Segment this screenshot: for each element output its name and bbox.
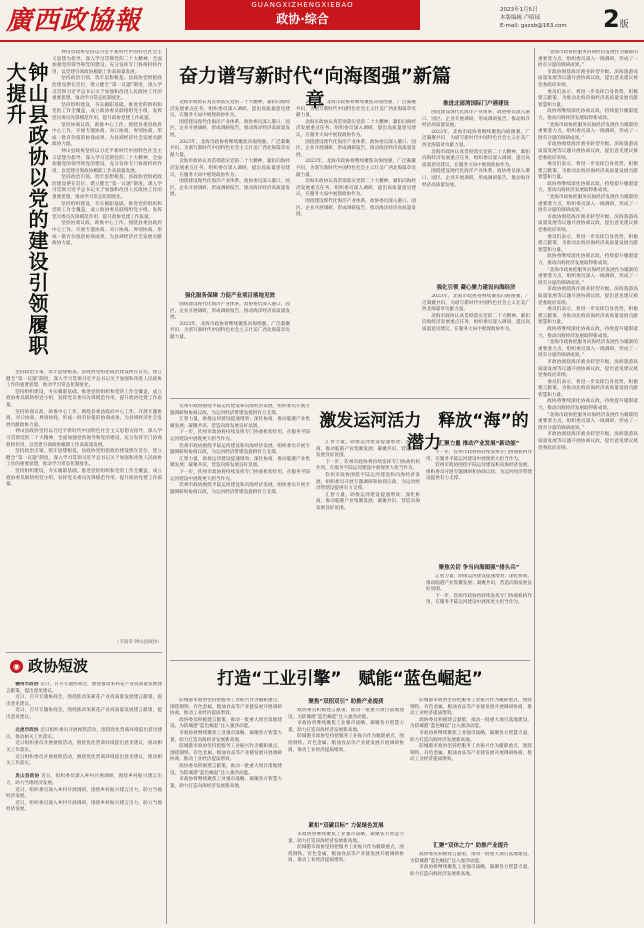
short-news-item-text: 近日，组织委员深入乡村开展调研，围绕乡村振兴建言出力，助力当地经济发展。 bbox=[6, 774, 162, 786]
left-paragraph: 坚持组织建设，夯实履职基础。推进党的组织和党的工作全覆盖，成立政协委员联络组党小组，发挥党员委员先锋模范作用，提升政协党建工作质量。 bbox=[6, 468, 162, 488]
short-news-item-title: 灵山县政协 bbox=[15, 774, 40, 780]
column-divider-left bbox=[166, 48, 167, 924]
short-news-item-text: 近日组织委员开展视察活动，围绕优化营商环境提出意见建议，推动相关工作落实。 bbox=[6, 754, 162, 767]
short-news-header bbox=[6, 656, 162, 678]
article2-paragraph: 汇智力量，助推运河建设提速增效；深化协商，推动临港产业集聚发展；凝聚共识，营造向海发展良好氛围。 bbox=[316, 492, 420, 511]
right-paragraph: 政协将继续深化协商议政，持续提升履职能力，推动向海经济发展取得新成效。 bbox=[538, 181, 638, 194]
article1-subhead: 推进北部湾国际门户港建设 bbox=[442, 101, 509, 107]
short-news-item-text: 近日组织委员开展视察活动，围绕优化营商环境提出意见建议，推动相关工作落实。 bbox=[6, 741, 162, 753]
left-paragraph: 坚持政治引领，筑牢思想根基。县政协党组把政治建设摆在首位，建立健全“第一议题”制度，深入学习贯彻习近平总书记关于加强和改进人民政协工作的重要思想，推动学习常态化制度化。 bbox=[6, 449, 162, 468]
article1-paragraph: 围绕建设现代化海洋产业体系，政协委员深入港口、园区、企业开展调研，形成调研报告，推动海洋经济高质量发展。 bbox=[296, 139, 416, 158]
article1-subhead: 强化服务保障 力促产业项目落地见效 bbox=[185, 293, 275, 299]
article1-paragraph: 2023年，北海市政协将继续聚焦向海图强，广泛凝聚共识，为谱写新时代中国特色社会主义壮美广西北海篇章贡献力量。 bbox=[296, 100, 416, 119]
left-paragraph: 坚持组织建设，夯实履职基础。推进党的组织和党的工作全覆盖，成立政协委员联络组党小组，发挥党员委员先锋模范作用，提升政协党建工作质量。 bbox=[52, 201, 162, 220]
left-paragraph: 钟山县政协坚持以习近平新时代中国特色社会主义思想为指导，深入学习贯彻党的二十大精神，全面加强党的领导和党的建设，充分发挥专门协商机构作用，以党建引领政协履职工作高质量发展。 bbox=[6, 429, 162, 448]
article3-body-col2 bbox=[288, 708, 404, 818]
article1-paragraph: 2023年，北海市政协将继续聚焦向海图强，广泛凝聚共识，为谱写新时代中国特色社会主义壮美广西北海篇章贡献力量。 bbox=[422, 129, 530, 148]
page-number-value: 2 bbox=[603, 5, 620, 33]
short-news-item bbox=[6, 755, 162, 768]
right-paragraph: “北海市政协把服务向海经济发展作为履职的重要着力点，组织委员深入一线调研，形成了一批有分量的调研成果。” bbox=[538, 195, 638, 214]
article2-paragraph: 钦州市政协围绕平陆运河建设和向海经济发展，组织委员开展专题调研和协商议政，为运河经济带建设提供有力支撑。 bbox=[170, 483, 310, 495]
article3-subhead: 汇聚“双休之力” 助推产业提升 bbox=[433, 843, 509, 849]
article3-paragraph: 政协委员积极建言献策，推动一批重大项目落地建设，为防城港“蓝色崛起”注入强劲动能。 bbox=[410, 717, 532, 730]
section-banner bbox=[185, 0, 420, 30]
article3-paragraph: 防城港市政协坚持把服务工业振兴作为履职重点，围绕钢铁、有色金属、粮油食品等产业链发展开展调研协商，推动工业经济提质增效。 bbox=[410, 744, 532, 763]
short-news-title: 政协短波 bbox=[28, 657, 89, 675]
left-article-body-lower bbox=[6, 370, 162, 640]
short-news-item bbox=[6, 728, 162, 741]
short-news-item-title: 北流市政协 bbox=[15, 728, 39, 734]
article2-paragraph: 钦州市政协围绕平陆运河建设和向海经济发展，组织委员开展专题调研和协商议政，为运河经济带建设提供有力支撑。 bbox=[170, 404, 310, 416]
article3-headline: 打造“工业引擎” 赋能“蓝色崛起” bbox=[217, 669, 483, 689]
right-paragraph: 委员们表示，将进一步发挥自身优势，积极建言献策，为推动北海向海经济高质量发展贡献智慧和力量。 bbox=[538, 307, 638, 326]
right-column-body bbox=[538, 50, 638, 924]
article1-paragraph: 北海市政协认真贯彻落实党的二十大精神，紧扣向海经济发展重点任务，组织委员深入调研，提出高质量意见建议，在服务大局中展现政协作为。 bbox=[422, 313, 530, 332]
article-divider-2 bbox=[170, 660, 530, 661]
short-news-item bbox=[6, 801, 162, 814]
article2-paragraph: 钦州市政协围绕平陆运河建设和向海经济发展，组织委员开展专题调研和协商议政，为运河经济带建设提供有力支撑。 bbox=[170, 443, 310, 456]
article2-paragraph: 下一步，钦州市政协将持续发挥专门协商机构作用，在服务平陆运河建设中展现更大担当作为。 bbox=[170, 430, 310, 442]
short-news-item-text: 近日，组织委员深入乡村开展调研，围绕乡村振兴建言出力，助力当地经济发展。 bbox=[6, 800, 162, 813]
article3-body-col3 bbox=[410, 698, 532, 838]
article1-paragraph: 2023年，北海市政协将继续聚焦向海图强，广泛凝聚共识，为谱写新时代中国特色社会主义壮美广西北海篇章贡献力量。 bbox=[170, 139, 290, 158]
short-news-divider bbox=[6, 652, 162, 653]
article1-paragraph: 2023年，北海市政协将继续聚焦向海图强，广泛凝聚共识，为谱写新时代中国特色社会主义壮美广西北海篇章贡献力量。 bbox=[422, 294, 530, 313]
article2-paragraph: 下一步，钦州市政协将持续发挥专门协商机构作用，在服务平陆运河建设中展现更大担当作为。 bbox=[170, 469, 310, 482]
article2-body-col3b bbox=[426, 574, 532, 654]
article3-subhead: 聚焦“双招双引” 助推产业提质 bbox=[308, 699, 384, 705]
article3-paragraph: 市政协将继续聚焦工业强市战略，凝聚各方智慧力量，助力打造向海经济发展新高地。 bbox=[410, 865, 532, 877]
short-news-item-text: 近日组织委员开展视察活动，围绕优化营商环境提出意见建议，推动相关工作落实。 bbox=[6, 728, 162, 740]
right-paragraph: 市政协围绕海洋渔业转型升级、滨海旅游高质量发展等议题开展协商议政，提出意见建议被党委政府采纳。 bbox=[538, 432, 638, 451]
left-paragraph: 坚持协商议政，助推中心工作。围绕县委县政府中心工作，开展专题协商、对口协商、界别协商，形成一批有价值的协商成果，为县域经济社会发展贡献政协力量。 bbox=[6, 409, 162, 428]
meta-email: E-mail: gxzxb@163.com bbox=[500, 23, 567, 29]
left-paragraph: 钟山县政协坚持以习近平新时代中国特色社会主义思想为指导，深入学习贯彻党的二十大精神，全面加强党的领导和党的建设，充分发挥专门协商机构作用，以党建引领政协履职工作高质量发展。 bbox=[52, 148, 162, 174]
short-news-item-text: 近日，召开专题协商会，围绕推动茉莉花产业高质量发展建言献策，提出意见建议。 bbox=[6, 708, 162, 720]
meta-date: 2023年1月5日 bbox=[500, 7, 538, 13]
article1-subhead: 强化引领 凝心聚力建设向海经济 bbox=[436, 285, 516, 291]
meta-editor: 本版编辑 卢昭瑶 bbox=[500, 15, 541, 21]
article2-body-col3 bbox=[426, 450, 532, 560]
article2-paragraph: 汇智力量，助推运河建设提速增效；深化协商，推动临港产业集聚发展；凝聚共识，营造向海发展良好氛围。 bbox=[426, 574, 532, 593]
short-news-item bbox=[6, 788, 162, 801]
right-paragraph: 委员们表示，将进一步发挥自身优势，积极建言献策，为推动北海向海经济高质量发展贡献智慧和力量。 bbox=[538, 234, 638, 253]
article2-subhead: 聚焦关切 争当向海图强“排头兵” bbox=[438, 565, 520, 571]
article1-paragraph: 围绕建设现代化海洋产业体系，政协委员深入港口、园区、企业开展调研，形成调研报告，推动海洋经济高质量发展。 bbox=[170, 179, 290, 198]
article1-paragraph: 北海市政协认真贯彻落实党的二十大精神，紧扣向海经济发展重点任务，组织委员深入调研，提出高质量意见建议，在服务大局中展现政协作为。 bbox=[170, 159, 290, 178]
short-news-item-text: 近日，组织委员深入乡村开展调研，围绕乡村振兴建言出力，助力当地经济发展。 bbox=[6, 787, 162, 800]
article3-paragraph: 市政协将继续聚焦工业强市战略，凝聚各方智慧力量，助力打造向海经济发展新高地。 bbox=[410, 730, 532, 743]
left-paragraph: 钟山县政协坚持以习近平新时代中国特色社会主义思想为指导，深入学习贯彻党的二十大精神，全面加强党的领导和党的建设，充分发挥专门协商机构作用，以党建引领政协履职工作高质量发展。 bbox=[52, 50, 162, 75]
right-paragraph: “北海市政协把服务向海经济发展作为履职的重要着力点，组织委员深入一线调研，形成了一批有分量的调研成果。” bbox=[538, 340, 638, 359]
article3-paragraph: 市政协将继续聚焦工业强市战略，凝聚各方智慧力量，助力打造向海经济发展新高地。 bbox=[170, 730, 282, 743]
section-title: 政协·综合 bbox=[276, 12, 329, 26]
short-news-item bbox=[6, 695, 162, 708]
article1-paragraph: 2023年，北海市政协将继续聚焦向海图强，广泛凝聚共识，为谱写新时代中国特色社会主义壮美广西北海篇章贡献力量。 bbox=[170, 321, 290, 340]
left-paragraph: 坚持协商议政，助推中心工作。围绕县委县政府中心工作，开展专题协商、对口协商、界别协商，形成一批有价值的协商成果，为县域经济社会发展贡献政协力量。 bbox=[52, 221, 162, 247]
right-paragraph: 委员们表示，将进一步发挥自身优势，积极建言献策，为推动北海向海经济高质量发展贡献智慧和力量。 bbox=[538, 162, 638, 181]
article2-subhead: 汇聚力量 推动产业发展“新动能” bbox=[438, 441, 520, 447]
article1-paragraph: 围绕建设现代化海洋产业体系，政协委员深入港口、园区、企业开展调研，形成调研报告，推动海洋经济高质量发展。 bbox=[170, 119, 290, 138]
article2-paragraph: 钦州市政协围绕平陆运河建设和向海经济发展，组织委员开展专题调研和协商议政，为运河经济带建设提供有力支撑。 bbox=[316, 472, 420, 492]
left-paragraph: 坚持组织建设，夯实履职基础。推进党的组织和党的工作全覆盖，成立政协委员联络组党小组，发挥党员委员先锋模范作用，提升政协党建工作质量。 bbox=[52, 102, 162, 121]
article3-paragraph: 市政协将继续聚焦工业强市战略，凝聚各方智慧力量，助力打造向海经济发展新高地。 bbox=[288, 721, 404, 733]
article1-paragraph: 北海市政协认真贯彻落实党的二十大精神，紧扣向海经济发展重点任务，组织委员深入调研，提出高质量意见建议，在服务大局中展现政协作为。 bbox=[422, 149, 530, 168]
article2-paragraph: 下一步，钦州市政协将持续发挥专门协商机构作用，在服务平陆运河建设中展现更大担当作为。 bbox=[316, 459, 420, 472]
article3-paragraph: 政协委员积极建言献策，推动一批重大项目落地建设，为防城港“蓝色崛起”注入强劲动能。 bbox=[170, 763, 282, 776]
article1-headline: 奋力谱写新时代“向海图强”新篇章 bbox=[179, 65, 451, 111]
article3-body-col2b bbox=[288, 832, 404, 924]
right-paragraph: 政协将继续深化协商议政，持续提升履职能力，推动向海经济发展取得新成效。 bbox=[538, 399, 638, 412]
article2-body-col1 bbox=[170, 404, 310, 654]
article1-paragraph: 围绕建设现代化海洋产业体系，政协委员深入港口、园区、企业开展调研，形成调研报告，推动海洋经济高质量发展。 bbox=[422, 110, 530, 129]
article3-paragraph: 防城港市政协坚持把服务工业振兴作为履职重点，围绕钢铁、有色金属、粮油食品等产业链发展开展调研协商，推动工业经济提质增效。 bbox=[170, 744, 282, 763]
article1-body-col2 bbox=[296, 100, 416, 390]
newspaper-logo: 廣西政協報 bbox=[6, 6, 142, 36]
short-news-item-text: 近日，召开专题协商会，围绕推动茉莉花产业高质量发展建言献策，提出意见建议。 bbox=[6, 682, 162, 694]
page-number-suffix: 版 bbox=[619, 20, 629, 30]
article1-paragraph: 北海市政协认真贯彻落实党的二十大精神，紧扣向海经济发展重点任务，组织委员深入调研，提出高质量意见建议，在服务大局中展现政协作为。 bbox=[296, 179, 416, 198]
left-paragraph: 坚持协商议政，助推中心工作。围绕县委县政府中心工作，开展专题协商、对口协商、界别协商，形成一批有价值的协商成果，为县域经济社会发展贡献政协力量。 bbox=[52, 122, 162, 148]
left-paragraph: 坚持政治引领，筑牢思想根基。县政协党组把政治建设摆在首位，建立健全“第一议题”制度，深入学习贯彻习近平总书记关于加强和改进人民政协工作的重要思想，推动学习常态化制度化。 bbox=[6, 370, 162, 389]
left-paragraph: 坚持政治引领，筑牢思想根基。县政协党组把政治建设摆在首位，建立健全“第一议题”制度，深入学习贯彻习近平总书记关于加强和改进人民政协工作的重要思想，推动学习常态化制度化。 bbox=[52, 76, 162, 102]
right-paragraph: 政协将继续深化协商议政，持续提升履职能力，推动向海经济发展取得新成效。 bbox=[538, 254, 638, 266]
right-paragraph: “北海市政协把服务向海经济发展作为履职的重要着力点，组织委员深入一线调研，形成了一批有分量的调研成果。” bbox=[538, 267, 638, 286]
article2-paragraph: 汇智力量，助推运河建设提速增效；深化协商，推动临港产业集聚发展；凝聚共识，营造向海发展良好氛围。 bbox=[316, 440, 420, 459]
short-news-list bbox=[6, 682, 162, 926]
article3-body-col3b bbox=[410, 852, 532, 924]
article2-headline: 激发运河活力 释放“海”的潜力 bbox=[319, 411, 529, 453]
article2-paragraph: 汇智力量，助推运河建设提速增效；深化协商，推动临港产业集聚发展；凝聚共识，营造向海发展良好氛围。 bbox=[170, 456, 310, 469]
right-paragraph: “北海市政协把服务向海经济发展作为履职的重要着力点，组织委员深入一线调研，形成了一批有分量的调研成果。” bbox=[538, 122, 638, 141]
article2-paragraph: 钦州市政协围绕平陆运河建设和向海经济发展，组织委员开展专题调研和协商议政，为运河经济带建设提供有力支撑。 bbox=[426, 463, 532, 482]
right-paragraph: “北海市政协把服务向海经济发展作为履职的重要着力点，组织委员深入一线调研，形成了一批有分量的调研成果。” bbox=[538, 50, 638, 69]
short-news-item bbox=[6, 708, 162, 721]
right-paragraph: 政协将继续深化协商议政，持续提升履职能力，推动向海经济发展取得新成效。 bbox=[538, 109, 638, 121]
article2-paragraph: 下一步，钦州市政协将持续发挥专门协商机构作用，在服务平陆运河建设中展现更大担当作为。 bbox=[426, 450, 532, 462]
article3-paragraph: 市政协将继续聚焦工业强市战略，凝聚各方智慧力量，助力打造向海经济发展新高地。 bbox=[288, 832, 404, 844]
article1-paragraph: 北海市政协认真贯彻落实党的二十大精神，紧扣向海经济发展重点任务，组织委员深入调研，提出高质量意见建议，在服务大局中展现政协作为。 bbox=[170, 100, 290, 119]
left-article-headline: 钟山县政协以党的建设引领履职大提升 bbox=[3, 62, 49, 356]
article1-body-col3 bbox=[422, 110, 530, 280]
short-news-item bbox=[6, 741, 162, 754]
article3-body-col1 bbox=[170, 698, 282, 924]
article3-paragraph: 防城港市政协坚持把服务工业振兴作为履职重点，围绕钢铁、有色金属、粮油食品等产业链发展开展调研协商，推动工业经济提质增效。 bbox=[288, 845, 404, 864]
left-paragraph: 坚持组织建设，夯实履职基础。推进党的组织和党的工作全覆盖，成立政协委员联络组党小组，发挥党员委员先锋模范作用，提升政协党建工作质量。 bbox=[6, 389, 162, 408]
right-paragraph: 市政协围绕海洋渔业转型升级、滨海旅游高质量发展等议题开展协商议政，提出意见建议被党委政府采纳。 bbox=[538, 359, 638, 379]
right-paragraph: 市政协围绕海洋渔业转型升级、滨海旅游高质量发展等议题开展协商议政，提出意见建议被党委政府采纳。 bbox=[538, 287, 638, 306]
short-news-item-text: 近日，召开专题协商会，围绕推动茉莉花产业高质量发展建言献策，提出意见建议。 bbox=[6, 695, 162, 707]
right-paragraph: 委员们表示，将进一步发挥自身优势，积极建言献策，为推动北海向海经济高质量发展贡献智慧和力量。 bbox=[538, 379, 638, 398]
article1-paragraph: 围绕建设现代化海洋产业体系，政协委员深入港口、园区、企业开展调研，形成调研报告，推动海洋经济高质量发展。 bbox=[422, 169, 530, 188]
left-article-author: （韦国华 钟山县政协） bbox=[114, 640, 162, 645]
article2-paragraph: 汇智力量，助推运河建设提速增效；深化协商，推动临港产业集聚发展；凝聚共识，营造向海发展良好氛围。 bbox=[170, 417, 310, 429]
column-divider-right bbox=[534, 48, 535, 924]
article3-paragraph: 防城港市政协坚持把服务工业振兴作为履职重点，围绕钢铁、有色金属、粮油食品等产业链发展开展调研协商，推动工业经济提质增效。 bbox=[288, 734, 404, 753]
article3-paragraph: 政协委员积极建言献策，推动一批重大项目落地建设，为防城港“蓝色崛起”注入强劲动能。 bbox=[288, 708, 404, 720]
broadcast-icon: ◉ bbox=[10, 660, 23, 673]
article3-paragraph: 政协委员积极建言献策，推动一批重大项目落地建设，为防城港“蓝色崛起”注入强劲动能。 bbox=[410, 852, 532, 864]
right-paragraph: “北海市政协把服务向海经济发展作为履职的重要着力点，组织委员深入一线调研，形成了一批有分量的调研成果。” bbox=[538, 412, 638, 431]
article1-body-col1b bbox=[170, 302, 290, 392]
masthead-pinyin: GUANGXIZHENGXIEBAO bbox=[251, 1, 354, 9]
right-paragraph: 市政协围绕海洋渔业转型升级、滨海旅游高质量发展等议题开展协商议政，提出意见建议被党委政府采纳。 bbox=[538, 142, 638, 161]
right-paragraph: 市政协围绕海洋渔业转型升级、滨海旅游高质量发展等议题开展协商议政，提出意见建议被党委政府采纳。 bbox=[538, 69, 638, 88]
article1-paragraph: 北海市政协认真贯彻落实党的二十大精神，紧扣向海经济发展重点任务，组织委员深入调研，提出高质量意见建议，在服务大局中展现政协作为。 bbox=[296, 119, 416, 138]
issue-meta bbox=[500, 6, 600, 30]
article3-paragraph: 防城港市政协坚持把服务工业振兴作为履职重点，围绕钢铁、有色金属、粮油食品等产业链发展开展调研协商，推动工业经济提质增效。 bbox=[410, 698, 532, 717]
right-paragraph: 市政协围绕海洋渔业转型升级、滨海旅游高质量发展等议题开展协商议政，提出意见建议被党委政府采纳。 bbox=[538, 214, 638, 234]
short-news-item bbox=[6, 774, 162, 787]
article1-paragraph: 2023年，北海市政协将继续聚焦向海图强，广泛凝聚共识，为谱写新时代中国特色社会主义壮美广西北海篇章贡献力量。 bbox=[296, 159, 416, 178]
article2-paragraph: 下一步，钦州市政协将持续发挥专门协商机构作用，在服务平陆运河建设中展现更大担当作为。 bbox=[426, 593, 532, 606]
masthead-rule bbox=[0, 40, 644, 42]
article1-body-col3b bbox=[422, 294, 530, 390]
article3-paragraph: 政协委员积极建言献策，推动一批重大项目落地建设，为防城港“蓝色崛起”注入强劲动能。 bbox=[170, 717, 282, 730]
page-number bbox=[603, 4, 641, 40]
article2-body-col2 bbox=[316, 440, 420, 654]
article-divider-1 bbox=[170, 398, 530, 399]
right-paragraph: 政协将继续深化协商议政，持续提升履职能力，推动向海经济发展取得新成效。 bbox=[538, 326, 638, 339]
short-news-item-title: 横州市政协 bbox=[15, 682, 39, 687]
short-news-item bbox=[6, 682, 162, 695]
article1-body-col1 bbox=[170, 100, 290, 290]
right-paragraph: 委员们表示，将进一步发挥自身优势，积极建言献策，为推动北海向海经济高质量发展贡献智慧和力量。 bbox=[538, 89, 638, 108]
article1-paragraph: 围绕建设现代化海洋产业体系，政协委员深入港口、园区、企业开展调研，形成调研报告，推动海洋经济高质量发展。 bbox=[296, 198, 416, 218]
article3-paragraph: 市政协将继续聚焦工业强市战略，凝聚各方智慧力量，助力打造向海经济发展新高地。 bbox=[170, 777, 282, 789]
article1-paragraph: 围绕建设现代化海洋产业体系，政协委员深入港口、园区、企业开展调研，形成调研报告，推动海洋经济高质量发展。 bbox=[170, 302, 290, 321]
article3-paragraph: 防城港市政协坚持把服务工业振兴作为履职重点，围绕钢铁、有色金属、粮油食品等产业链发展开展调研协商，推动工业经济提质增效。 bbox=[170, 698, 282, 717]
article3-subhead: 紧扣“双碳目标” 力促绿色发展 bbox=[308, 823, 384, 829]
left-paragraph: 坚持政治引领，筑牢思想根基。县政协党组把政治建设摆在首位，建立健全“第一议题”制度，深入学习贯彻习近平总书记关于加强和改进人民政协工作的重要思想，推动学习常态化制度化。 bbox=[52, 175, 162, 201]
